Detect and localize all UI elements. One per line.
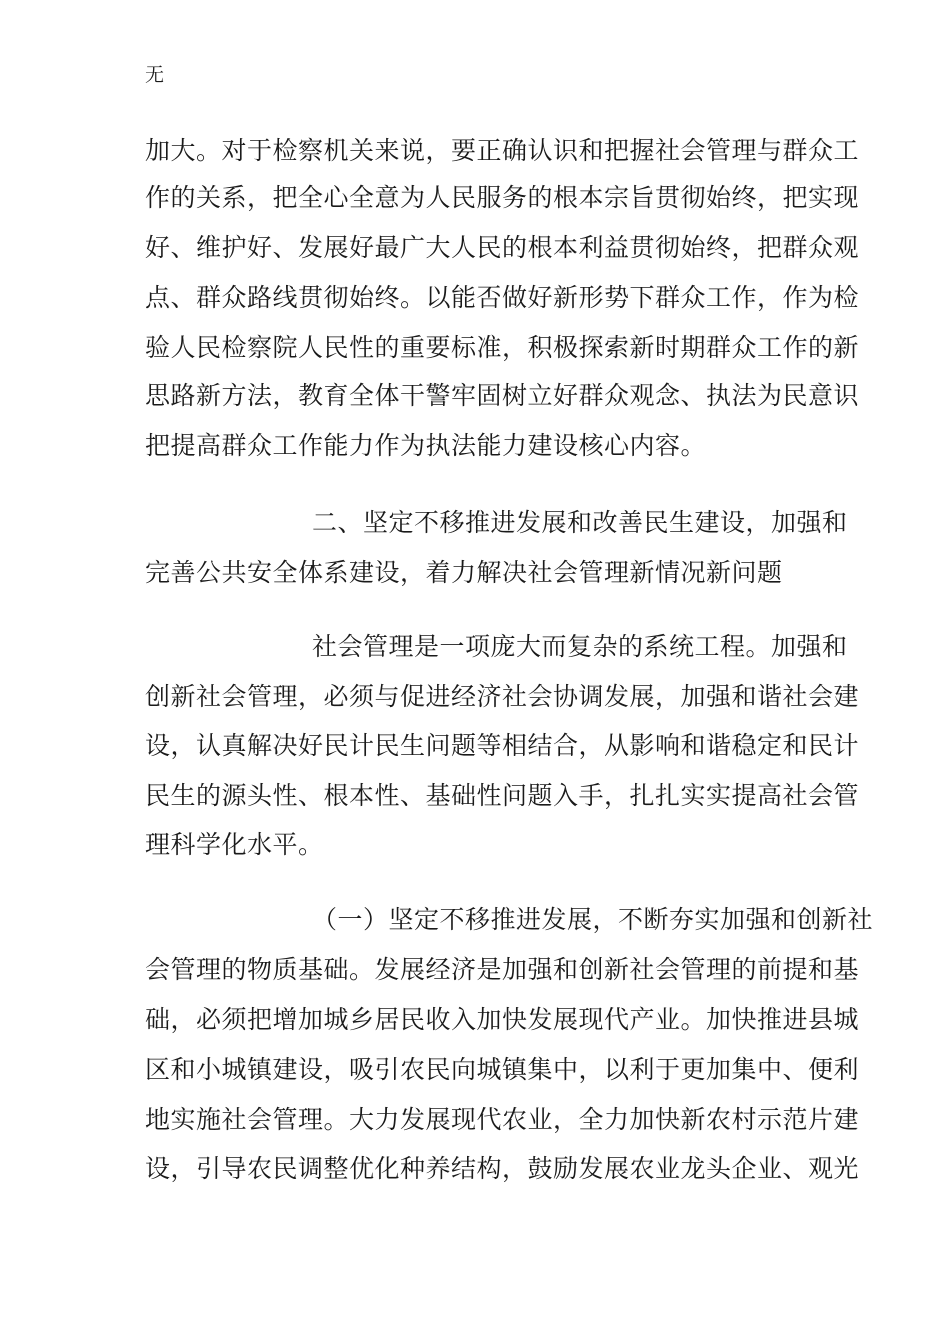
header-mark: 无 bbox=[145, 64, 165, 86]
text-line: 设，认真解决好民计民生问题等相结合，从影响和谐稳定和民计 bbox=[145, 731, 860, 760]
text-line: 思路新方法，教育全体干警牢固树立好群众观念、执法为民意识 bbox=[145, 381, 860, 410]
text-line: 础，必须把增加城乡居民收入加快发展现代产业。加快推进县城 bbox=[145, 1005, 860, 1034]
text-line: 加大。对于检察机关来说，要正确认识和把握社会管理与群众工 bbox=[145, 136, 860, 165]
text-line: 地实施社会管理。大力发展现代农业，全力加快新农村示范片建 bbox=[145, 1105, 860, 1134]
text-line: 创新社会管理，必须与促进经济社会协调发展，加强和谐社会建 bbox=[145, 682, 860, 711]
text-line: 区和小城镇建设，吸引农民向城镇集中，以利于更加集中、便利 bbox=[145, 1055, 860, 1084]
text-line: （一）坚定不移推进发展，不断夯实加强和创新社 bbox=[312, 905, 874, 934]
text-line: 二、坚定不移推进发展和改善民生建设，加强和 bbox=[312, 508, 848, 537]
text-line: 好、维护好、发展好最广大人民的根本利益贯彻始终，把群众观 bbox=[145, 233, 860, 262]
text-line: 完善公共安全体系建设，着力解决社会管理新情况新问题 bbox=[145, 558, 783, 587]
text-line: 点、群众路线贯彻始终。以能否做好新形势下群众工作，作为检 bbox=[145, 283, 860, 312]
text-line: 民生的源头性、根本性、基础性问题入手，扎扎实实提高社会管 bbox=[145, 781, 860, 810]
text-line: 理科学化水平。 bbox=[145, 830, 324, 859]
text-line: 作的关系，把全心全意为人民服务的根本宗旨贯彻始终，把实现 bbox=[145, 183, 860, 212]
text-line: 社会管理是一项庞大而复杂的系统工程。加强和 bbox=[312, 632, 848, 661]
text-line: 设，引导农民调整优化种养结构，鼓励发展农业龙头企业、观光 bbox=[145, 1154, 860, 1183]
text-line: 把提高群众工作能力作为执法能力建设核心内容。 bbox=[145, 431, 707, 460]
text-line: 验人民检察院人民性的重要标准，积极探索新时期群众工作的新 bbox=[145, 333, 860, 362]
text-line: 会管理的物质基础。发展经济是加强和创新社会管理的前提和基 bbox=[145, 955, 860, 984]
